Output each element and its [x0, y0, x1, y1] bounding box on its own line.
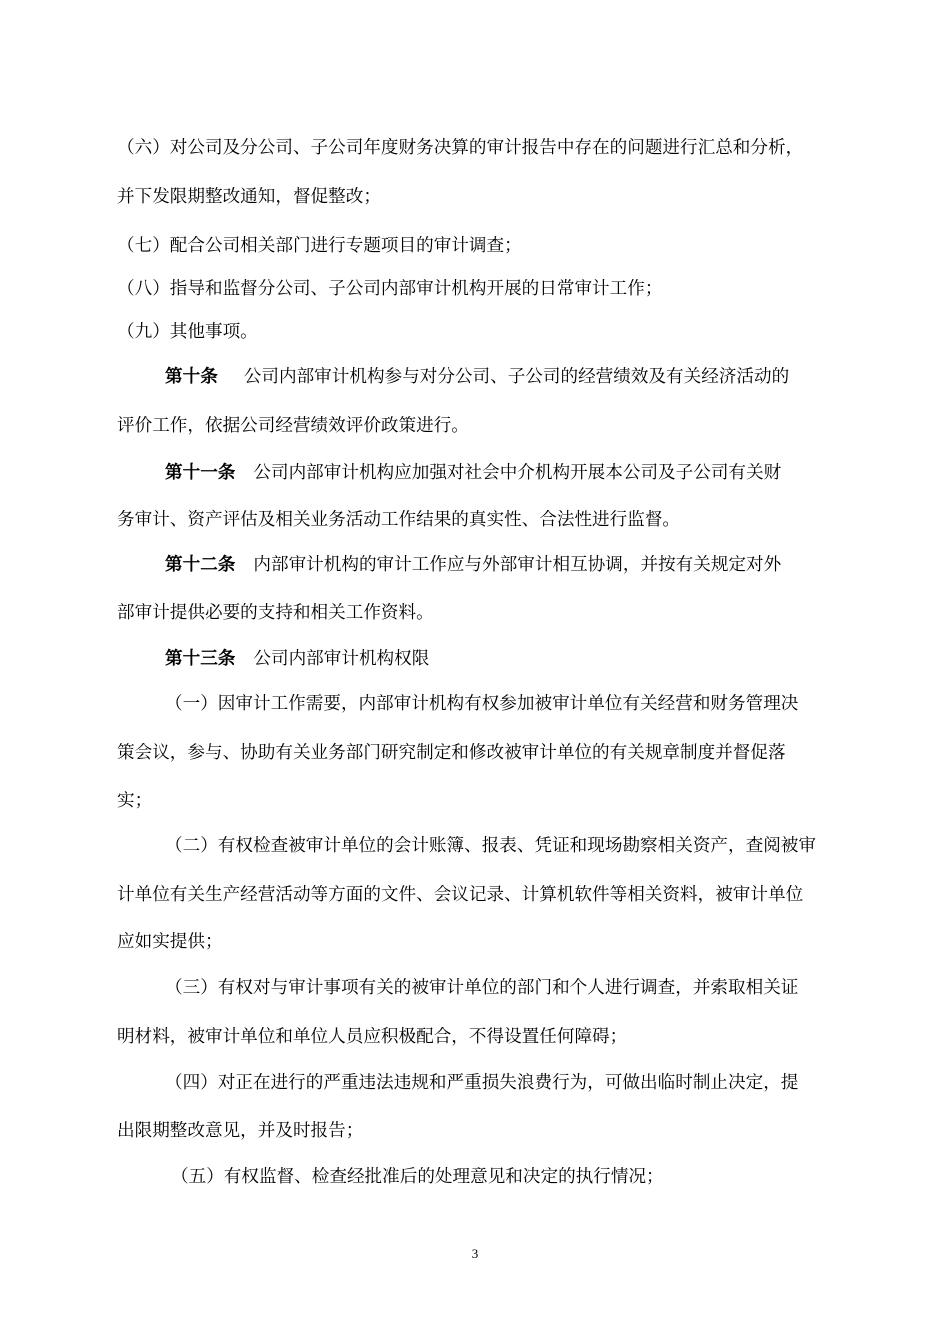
text-line: （七）配合公司相关部门进行专题项目的审计调查；	[117, 236, 522, 256]
text-line: （一）因审计工作需要，内部审计机构有权参加被审计单位有关经营和财务管理决	[165, 694, 799, 714]
text-line: （九）其他事项。	[117, 322, 258, 342]
text-line: （五）有权监督、检查经批准后的处理意见和决定的执行情况；	[171, 1167, 664, 1187]
text-line: 实；	[117, 791, 153, 811]
text-line: 并下发限期整改通知，督促整改；	[117, 187, 381, 207]
text-line: 部审计提供必要的支持和相关工作资料。	[117, 603, 434, 623]
text-line: 计单位有关生产经营活动等方面的文件、会议记录、计算机软件等相关资料，被审计单位	[117, 885, 804, 905]
article-heading: 第十二条	[165, 554, 236, 575]
text-line: （三）有权对与审计事项有关的被审计单位的部门和个人进行调查，并索取相关证	[165, 978, 799, 998]
article-heading: 第十一条	[165, 462, 236, 483]
article-heading: 第十三条	[165, 648, 236, 669]
text-line: 策会议，参与、协助有关业务部门研究制定和修改被审计单位的有关规章制度并督促落	[117, 743, 786, 763]
text-line: 务审计、资产评估及相关业务活动工作结果的真实性、合法性进行监督。	[117, 510, 681, 530]
article-10-line: 第十条 公司内部审计机构参与对分公司、子公司的经营绩效及有关经济活动的	[165, 366, 790, 387]
page-number: 3	[471, 1246, 479, 1261]
article-13-line: 第十三条 公司内部审计机构权限	[165, 648, 430, 669]
text-line: （四）对正在进行的严重违法违规和严重损失浪费行为，可做出临时制止决定，提	[165, 1073, 799, 1093]
text-line: （二）有权检查被审计单位的会计账簿、报表、凭证和现场勘察相关资产，查阅被审	[165, 836, 816, 856]
text-line: 评价工作，依据公司经营绩效评价政策进行。	[117, 416, 469, 436]
article-11-line: 第十一条 公司内部审计机构应加强对社会中介机构开展本公司及子公司有关财	[165, 462, 782, 483]
text-line: （八）指导和监督分公司、子公司内部审计机构开展的日常审计工作；	[117, 279, 663, 299]
text-line: （六）对公司及分公司、子公司年度财务决算的审计报告中存在的问题进行汇总和分析，	[117, 138, 804, 158]
text-line: 出限期整改意见，并及时报告；	[117, 1121, 364, 1141]
article-heading: 第十条	[165, 366, 218, 387]
text-line: 应如实提供；	[117, 932, 223, 952]
text-line: 明材料，被审计单位和单位人员应积极配合，不得设置任何障碍；	[117, 1027, 628, 1047]
article-12-line: 第十二条 内部审计机构的审计工作应与外部审计相互协调，并按有关规定对外	[165, 554, 782, 575]
